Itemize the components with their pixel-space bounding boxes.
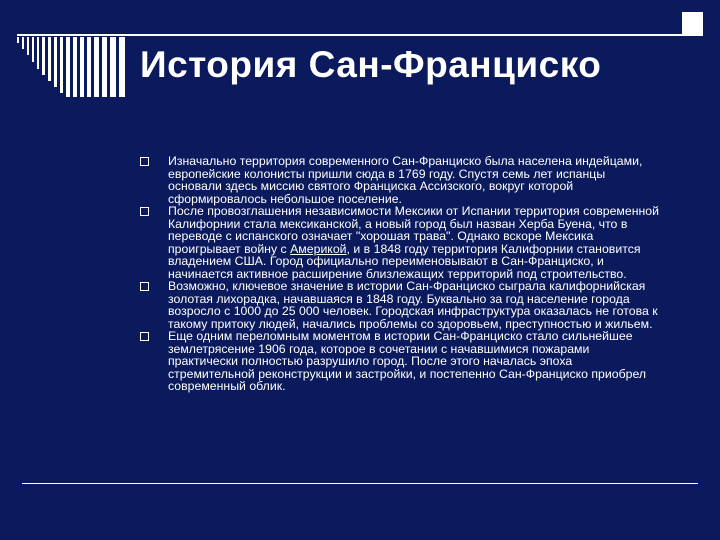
bullet-text: Еще одним переломным моментом в истории Сан-Франциско стало сильнейшее землетрясение 1906 года, которое в сочетании с начавшимися пожарами практически полностью разрушило город. После этого началась эпоха стремительной реконструкции и застройки, и постепенно Сан-Франциско приобрел современный облик.	[168, 329, 647, 393]
america-link[interactable]: Америкой	[290, 241, 347, 256]
bullet-text: , и в 1848 году территория Калифорнии становится владением США. Город официально переименовывают в Сан-Франциско, и начинается активное расширение близлежащих территорий под строительство.	[168, 241, 641, 281]
bullet-item	[140, 280, 660, 330]
square-bullet-icon	[140, 207, 149, 216]
bullet-list	[140, 155, 660, 393]
square-bullet-icon	[140, 282, 149, 291]
square-bullet-icon	[140, 157, 149, 166]
footer-divider	[22, 483, 698, 484]
bullet-item	[140, 155, 660, 205]
bullet-text: После провозглашения независимости Мексики от Испании территория современной Калифорнии стала мексиканской, а новый город был назван Херба Буена, что в переводе с испанского означает "хорошая трава". Однако вскоре Мексика проигрывает войну с	[168, 204, 659, 256]
square-bullet-icon	[140, 332, 149, 341]
bullet-item	[140, 205, 660, 280]
bullet-text: Возможно, ключевое значение в истории Сан-Франциско сыграла калифорнийская золотая лихорадка, начавшаяся в 1848 году. Буквально за год население города возросло с 1000 до 25 000 человек. Городская инфраструктура оказалась не готова к такому притоку людей, начались проблемы со здоровьем, преступностью и жильем.	[168, 279, 658, 331]
bullet-item	[140, 330, 660, 393]
bullet-text: Изначально территория современного Сан-Франциско была населена индейцами, европейские колонисты пришли сюда в 1769 году. Спустя семь лет испанцы основали здесь миссию святого Франциска Ассизского, вокруг которой сформировалось небольшое поселение.	[168, 154, 643, 206]
slide-title: История Сан-Франциско	[140, 44, 602, 85]
